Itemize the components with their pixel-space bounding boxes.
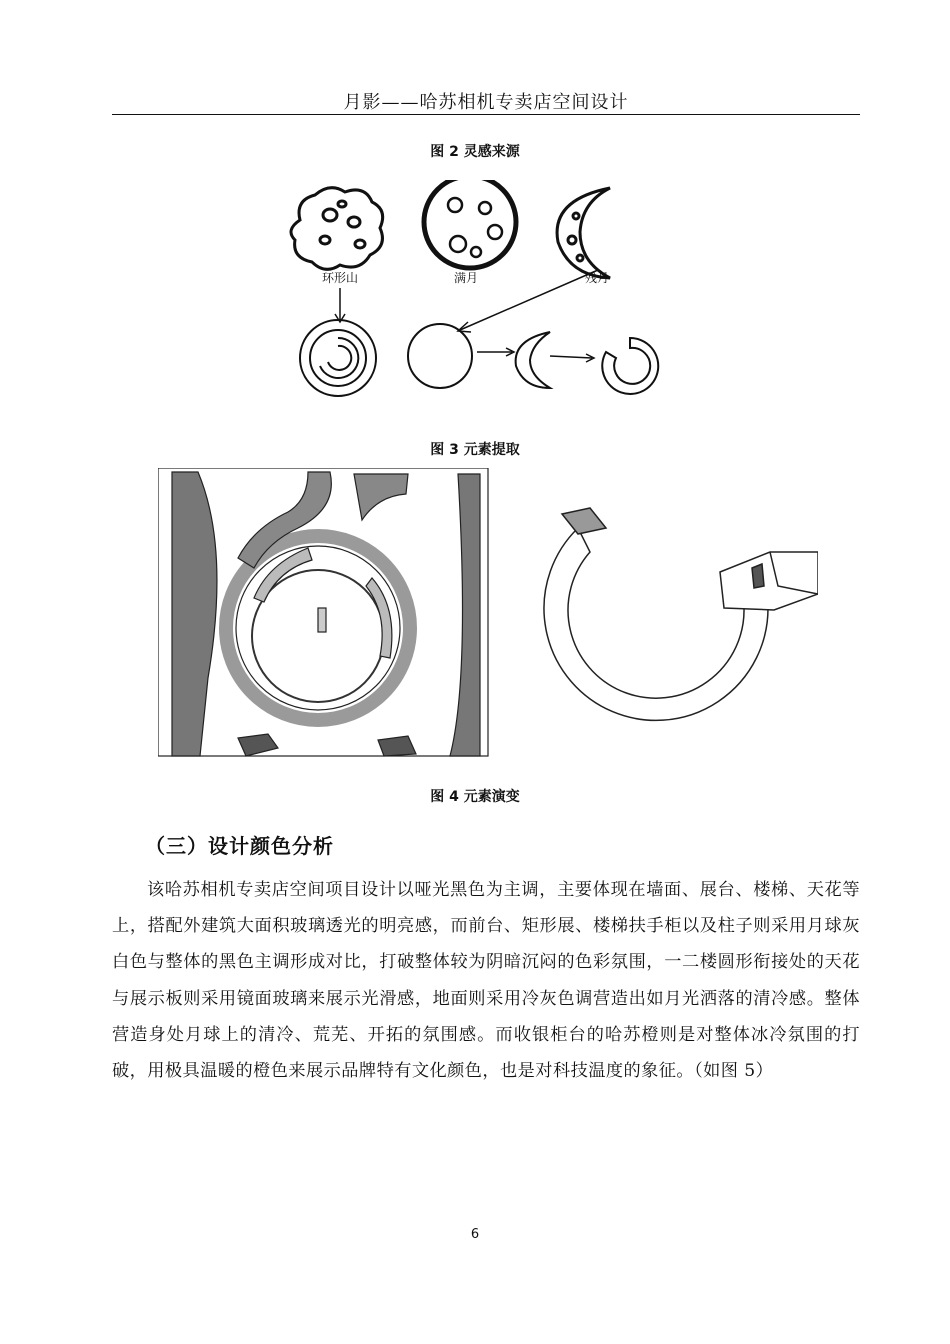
figure-2-caption: 图 2 灵感来源	[430, 144, 520, 160]
crescent-moon-sketch	[557, 188, 610, 278]
sketch-label-crater: 环形山	[322, 271, 359, 285]
sketch-label-crescent: 残月	[585, 271, 610, 285]
section-heading: （三）设计颜色分析	[145, 834, 334, 858]
sketch-label-full-moon: 满月	[454, 271, 479, 285]
full-moon-sketch	[424, 180, 516, 268]
figure-4-caption: 图 4 元素演变	[430, 789, 520, 805]
body-paragraph: 该哈苏相机专卖店空间项目设计以哑光黑色为主调，主要体现在墙面、展台、楼梯、天花等上，搭配外建筑大面积玻璃透光的明亮感，而前台、矩形展、楼梯扶手柜以及柱子则采用月球灰白色与整体的黑色主调形成对比，打破整体较为阴暗沉闷的色彩氛围，一二楼圆形衔接处的天花与展示板则采用镜面玻璃来展示光滑感，地面则采用冷灰色调营造出如月光洒落的清冷感。整体营造身处月球上的清冷、荒芜、开拓的氛围感。而收银柜台的哈苏橙则是对整体冰冷氛围的打破，用极具温暖的橙色来展示品牌特有文化颜色，也是对科技温度的象征。（如图 5）	[112, 880, 860, 1082]
running-header: 月影——哈苏相机专卖店空间设计	[343, 92, 629, 113]
inspiration-sketch-figure	[280, 180, 680, 400]
floor-plan-model	[158, 468, 488, 756]
crater-moon-sketch	[291, 188, 383, 270]
figure-3-caption: 图 3 元素提取	[430, 442, 520, 458]
extracted-shapes	[300, 320, 658, 396]
sketch-labels	[322, 270, 609, 285]
ring-3d-model	[544, 508, 818, 720]
page-number: 6	[470, 1227, 480, 1242]
header-rule	[112, 114, 860, 115]
element-evolution-figure	[158, 468, 818, 758]
